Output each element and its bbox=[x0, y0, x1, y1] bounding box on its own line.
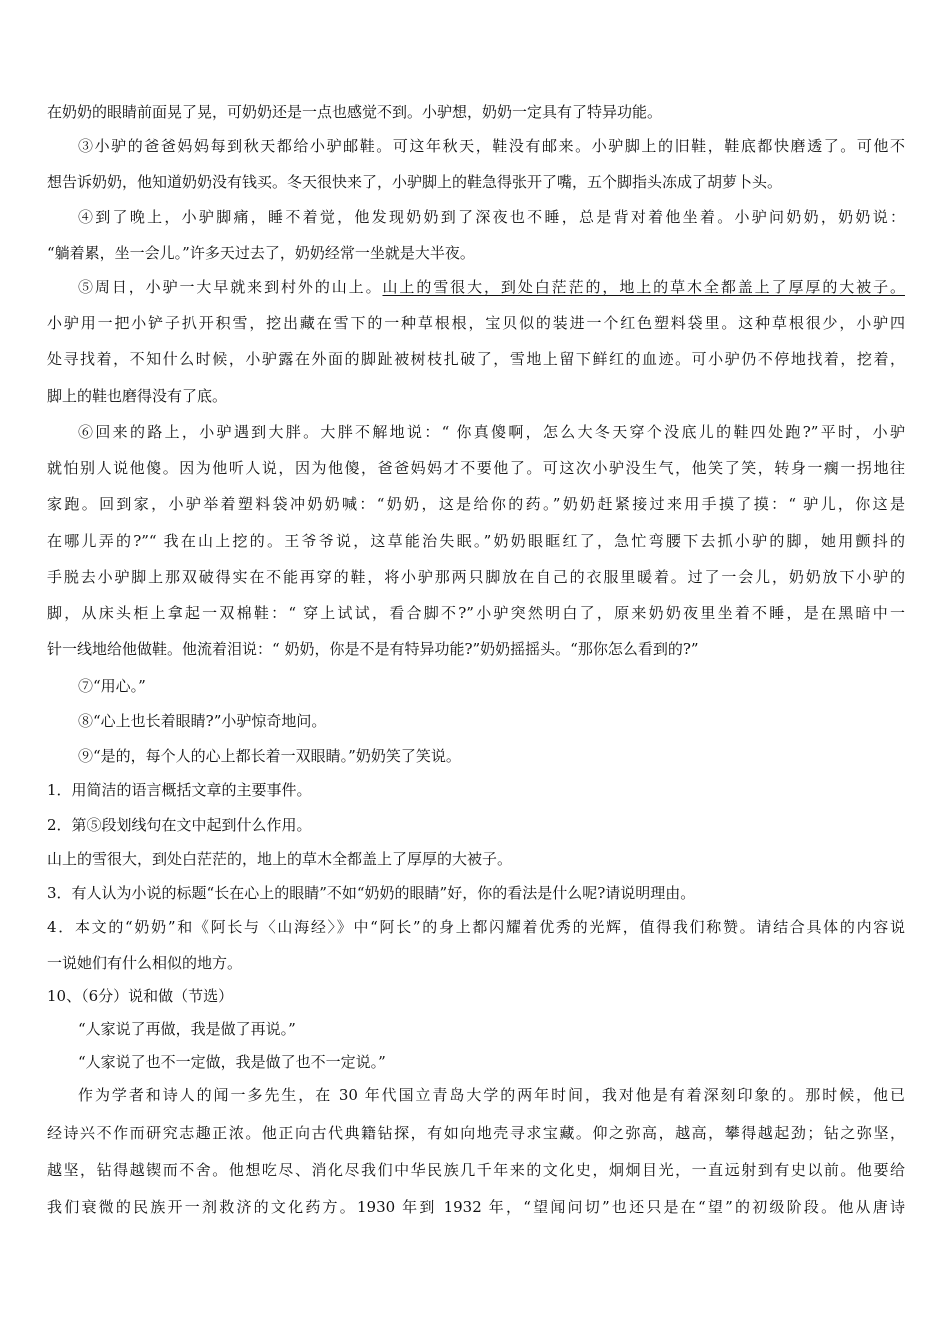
question-1: 1．用简洁的语言概括文章的主要事件。 bbox=[47, 781, 312, 799]
para6-line: 脚，从床头柜上拿起一双棉鞋：“ 穿上试试，看合脚不?”小驴突然明白了，原来奶奶夜里坐着不睡，是在黑暗中一 bbox=[47, 604, 905, 622]
question-4: 4．本文的“奶奶”和《阿长与〈山海经〉》中“阿长”的身上都闪耀着优秀的光辉，值得我们称赞。请结合具体的内容说 bbox=[47, 918, 905, 936]
para3-line: 想告诉奶奶，他知道奶奶没有钱买。冬天很快来了，小驴脚上的鞋急得张开了嘴，五个脚指头冻成了胡萝卜头。 bbox=[47, 173, 783, 191]
question-2-quote: 山上的雪很大，到处白茫茫的，地上的草木全都盖上了厚厚的大被子。 bbox=[47, 850, 513, 868]
para2-tail: 在奶奶的眼睛前面晃了晃，可奶奶还是一点也感觉不到。小驴想，奶奶一定具有了特异功能。 bbox=[47, 103, 663, 121]
question-4: 一说她们有什么相似的地方。 bbox=[47, 954, 243, 972]
para4-line: ④到了晚上，小驴脚痛，睡不着觉，他发现奶奶到了深夜也不睡，总是背对着他坐着。小驴问奶奶，奶奶说： bbox=[78, 208, 905, 226]
para6-line: 就怕别人说他傻。因为他听人说，因为他傻，爸爸妈妈才不要他了。可这次小驴没生气，他笑了笑，转身一瘸一拐地往 bbox=[47, 459, 905, 477]
question-2: 2．第⑤段划线句在文中起到什么作用。 bbox=[47, 816, 312, 834]
question-3: 3．有人认为小说的标题“长在心上的眼睛”不如“奶奶的眼睛”好，你的看法是什么呢?请说明理由。 bbox=[47, 884, 696, 902]
underlined-sentence: 山上的雪很大，到处白茫茫的，地上的草木全都盖上了厚厚的大被子。 bbox=[382, 278, 905, 296]
para6-line: 家跑。回到家，小驴举着塑料袋冲奶奶喊：“奶奶，这是给你的药。”奶奶赶紧接过来用手摸了摸：“ 驴儿，你这是 bbox=[47, 495, 905, 513]
question-10-title: 10、（6分）说和做（节选） bbox=[47, 987, 234, 1005]
para8: ⑧“心上也长着眼睛?”小驴惊奇地问。 bbox=[78, 712, 327, 730]
para5-first-line bbox=[78, 277, 905, 297]
essay-line: 越坚，钻得越锲而不舍。他想吃尽、消化尽我们中华民族几千年来的文化史，炯炯目光，一直远射到有史以前。他要给 bbox=[47, 1161, 905, 1179]
para3-line: ③小驴的爸爸妈妈每到秋天都给小驴邮鞋。可这年秋天，鞋没有邮来。小驴脚上的旧鞋，鞋底都快磨透了。可他不 bbox=[78, 137, 905, 155]
para6-line: 针一线地给他做鞋。他流着泪说：“ 奶奶，你是不是有特异功能?”奶奶摇摇头。“那你怎么看到的?” bbox=[47, 640, 699, 658]
essay-line: 经诗兴不作而研究志趣正浓。他正向古代典籍钻探，有如向地壳寻求宝藏。仰之弥高，越高，攀得越起劲；钻之弥坚， bbox=[47, 1124, 905, 1142]
para5-line: 脚上的鞋也磨得没有了底。 bbox=[47, 387, 228, 405]
para7: ⑦“用心。” bbox=[78, 677, 146, 695]
para6-line: 手脱去小驴脚上那双破得实在不能再穿的鞋，将小驴那两只脚放在自己的衣服里暖着。过了一会儿，奶奶放下小驴的 bbox=[47, 568, 905, 586]
para6-line: 在哪儿弄的?”“ 我在山上挖的。王爷爷说，这草能治失眠。”奶奶眼眶红了，急忙弯腰下去抓小驴的脚，她用颤抖的 bbox=[47, 532, 905, 550]
essay-line: 作为学者和诗人的闻一多先生，在 30 年代国立青岛大学的两年时间，我对他是有着深刻印象的。那时候，他已 bbox=[78, 1086, 905, 1104]
para5-line: 小驴用一把小铲子扒开积雪，挖出藏在雪下的一种草根根，宝贝似的装进一个红色塑料袋里。这种草根很少，小驴四 bbox=[47, 314, 905, 332]
para4-line: “躺着累，坐一会儿。”许多天过去了，奶奶经常一坐就是大半夜。 bbox=[47, 244, 475, 262]
para5-lead: ⑤周日，小驴一大早就来到村外的山上。 bbox=[78, 278, 383, 296]
essay-line: 我们衰微的民族开一剂救济的文化药方。1930 年到 1932 年，“望闻问切”也还只是在“望”的初级阶段。他从唐诗 bbox=[47, 1198, 905, 1216]
quote-line: “人家说了也不一定做，我是做了也不一定说。” bbox=[78, 1053, 386, 1071]
para9: ⑨“是的，每个人的心上都长着一双眼睛。”奶奶笑了笑说。 bbox=[78, 747, 461, 765]
para5-line: 处寻找着，不知什么时候，小驴露在外面的脚趾被树枝扎破了，雪地上留下鲜红的血迹。可小驴仍不停地找着，挖着， bbox=[47, 350, 905, 368]
quote-line: “人家说了再做，我是做了再说。” bbox=[78, 1020, 296, 1038]
para6-line: ⑥回来的路上，小驴遇到大胖。大胖不解地说：“ 你真傻啊，怎么大冬天穿个没底儿的鞋四处跑?”平时，小驴 bbox=[78, 423, 905, 441]
